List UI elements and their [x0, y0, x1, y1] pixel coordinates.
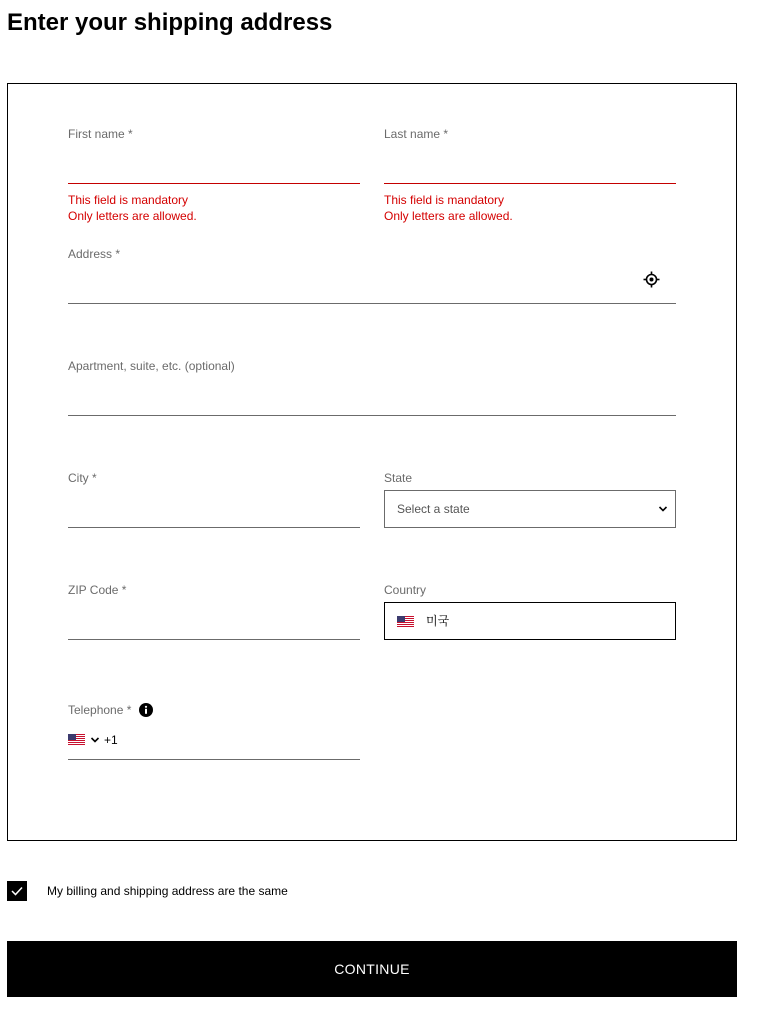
city-underline: [68, 527, 360, 528]
first-name-label: First name *: [68, 127, 133, 141]
telephone-input[interactable]: [124, 728, 360, 758]
telephone-label: Telephone *: [68, 703, 132, 717]
locate-icon[interactable]: [643, 271, 660, 288]
us-flag-icon: [68, 734, 85, 745]
city-input[interactable]: [68, 490, 360, 526]
address-label: Address *: [68, 247, 121, 261]
country-label: Country: [384, 583, 427, 597]
billing-same-label[interactable]: My billing and shipping address are the same: [47, 884, 288, 898]
country-code-select[interactable]: [68, 733, 104, 747]
apartment-input[interactable]: [68, 378, 676, 414]
country-select[interactable]: [384, 602, 676, 640]
state-select[interactable]: [384, 490, 676, 528]
telephone-underline: [68, 759, 360, 760]
zip-input[interactable]: [68, 602, 360, 638]
last-name-input[interactable]: [384, 148, 676, 182]
apartment-underline: [68, 415, 676, 416]
first-name-error-mandatory: This field is mandatory: [68, 193, 189, 207]
continue-button[interactable]: CONTINUE: [7, 941, 737, 997]
state-select-value: Select a state: [397, 502, 470, 516]
first-name-underline: [68, 183, 360, 184]
last-name-label: Last name *: [384, 127, 449, 141]
first-name-input[interactable]: [68, 148, 360, 182]
city-label: City *: [68, 471, 97, 485]
info-icon[interactable]: [139, 703, 153, 717]
apartment-label: Apartment, suite, etc. (optional): [68, 359, 235, 373]
state-label: State: [384, 471, 413, 485]
last-name-error-mandatory: This field is mandatory: [384, 193, 505, 207]
billing-same-checkbox[interactable]: [7, 881, 27, 901]
us-flag-icon: [397, 616, 414, 627]
chevron-down-icon: [658, 505, 668, 513]
last-name-underline: [384, 183, 676, 184]
last-name-error-letters: Only letters are allowed.: [384, 209, 513, 223]
checkmark-icon: [11, 886, 23, 896]
first-name-error-letters: Only letters are allowed.: [68, 209, 197, 223]
address-input[interactable]: [68, 266, 638, 302]
country-value: 미국: [426, 614, 450, 628]
zip-underline: [68, 639, 360, 640]
chevron-down-icon: [90, 736, 100, 744]
address-underline: [68, 303, 676, 304]
dial-code: +1: [104, 733, 118, 747]
zip-label: ZIP Code *: [68, 583, 127, 597]
page-title: Enter your shipping address: [7, 9, 333, 36]
